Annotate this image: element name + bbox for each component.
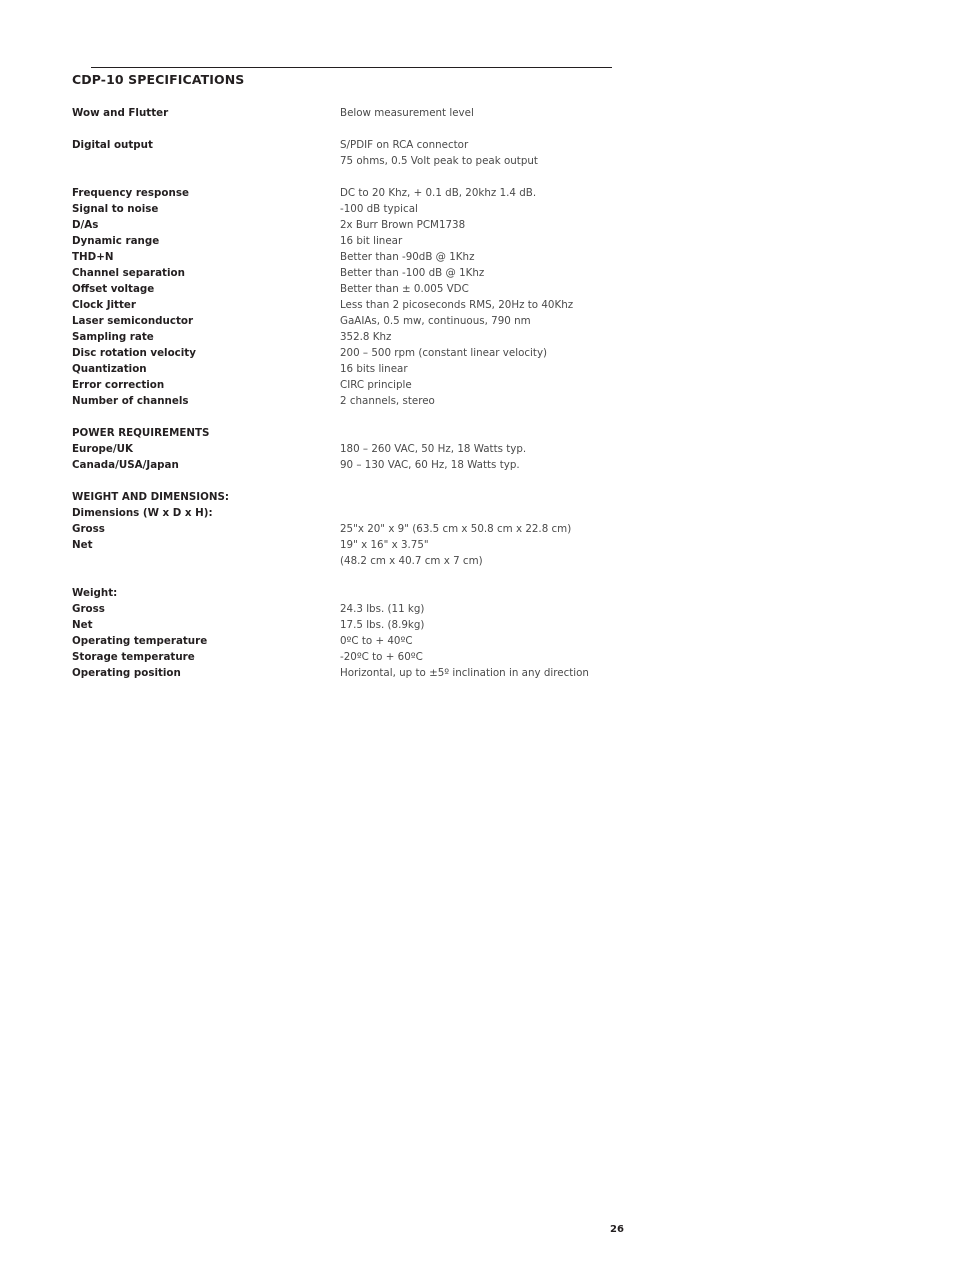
spec-value: -100 dB typical (340, 203, 418, 215)
spec-label: Sampling rate (72, 331, 154, 343)
spec-label: THD+N (72, 251, 114, 263)
spec-value: 180 – 260 VAC, 50 Hz, 18 Watts typ. (340, 443, 527, 455)
spec-row (72, 585, 632, 601)
spec-label: Operating temperature (72, 635, 208, 647)
header-rule (91, 67, 612, 68)
spec-row (72, 169, 632, 185)
spec-row (72, 313, 632, 329)
spec-label: Number of channels (72, 395, 189, 407)
spec-row (72, 233, 632, 249)
page-number: 26 (610, 1224, 624, 1235)
spec-row (72, 105, 632, 121)
spec-label: Gross (72, 523, 105, 535)
spec-row (72, 217, 632, 233)
spec-value: Better than ± 0.005 VDC (340, 283, 469, 295)
spec-row (72, 601, 632, 617)
spec-label: Weight: (72, 587, 118, 599)
spec-label: Wow and Flutter (72, 107, 169, 119)
spec-row (72, 249, 632, 265)
spec-row (72, 649, 632, 665)
spec-label: Canada/USA/Japan (72, 459, 179, 471)
spec-value: 2x Burr Brown PCM1738 (340, 219, 466, 231)
spec-label: Quantization (72, 363, 147, 375)
spec-value: 75 ohms, 0.5 Volt peak to peak output (340, 155, 538, 167)
spec-row (72, 441, 632, 457)
spec-value: 24.3 lbs. (11 kg) (340, 603, 425, 615)
spec-value: 16 bits linear (340, 363, 408, 375)
spec-value: -20ºC to + 60ºC (340, 651, 423, 663)
spec-row (72, 457, 632, 473)
spec-row (72, 185, 632, 201)
spec-label: Net (72, 539, 93, 551)
spec-row (72, 633, 632, 649)
spec-value: 352.8 Khz (340, 331, 392, 343)
spec-label: Signal to noise (72, 203, 159, 215)
spec-value: 19" x 16" x 3.75" (340, 539, 429, 551)
spec-label: Dynamic range (72, 235, 160, 247)
spec-label: Net (72, 619, 93, 631)
spec-label: Digital output (72, 139, 153, 151)
spec-row (72, 297, 632, 313)
spec-value: 200 – 500 rpm (constant linear velocity) (340, 347, 548, 359)
spec-label: Storage temperature (72, 651, 195, 663)
spec-value: Less than 2 picoseconds RMS, 20Hz to 40Khz (340, 299, 574, 311)
spec-list (72, 105, 632, 681)
spec-label: WEIGHT AND DIMENSIONS: (72, 491, 230, 503)
spec-value: (48.2 cm x 40.7 cm x 7 cm) (340, 555, 483, 567)
spec-value: 90 – 130 VAC, 60 Hz, 18 Watts typ. (340, 459, 520, 471)
spec-value: CIRC principle (340, 379, 412, 391)
spec-label: Offset voltage (72, 283, 155, 295)
spec-value: Better than -100 dB @ 1Khz (340, 267, 485, 279)
spec-row (72, 377, 632, 393)
spec-row (72, 153, 632, 169)
spec-row (72, 617, 632, 633)
spec-row (72, 121, 632, 137)
spec-row (72, 409, 632, 425)
spec-value: 16 bit linear (340, 235, 403, 247)
spec-row (72, 521, 632, 537)
spec-value: GaAIAs, 0.5 mw, continuous, 790 nm (340, 315, 531, 327)
spec-row (72, 425, 632, 441)
spec-label: Gross (72, 603, 105, 615)
spec-row (72, 265, 632, 281)
spec-label: Operating position (72, 667, 181, 679)
spec-row (72, 361, 632, 377)
spec-row (72, 345, 632, 361)
spec-value: DC to 20 Khz, + 0.1 dB, 20khz 1.4 dB. (340, 187, 537, 199)
spec-label: Channel separation (72, 267, 185, 279)
spec-label: Europe/UK (72, 443, 133, 455)
spec-value: S/PDIF on RCA connector (340, 139, 469, 151)
spec-label: POWER REQUIREMENTS (72, 427, 210, 439)
spec-row (72, 281, 632, 297)
spec-row (72, 201, 632, 217)
spec-label: D/As (72, 219, 99, 231)
spec-row (72, 393, 632, 409)
spec-value: 0ºC to + 40ºC (340, 635, 413, 647)
spec-row (72, 569, 632, 585)
spec-value: Below measurement level (340, 107, 474, 119)
spec-row (72, 537, 632, 553)
spec-row (72, 329, 632, 345)
spec-label: Frequency response (72, 187, 189, 199)
spec-row (72, 489, 632, 505)
spec-label: Clock Jitter (72, 299, 136, 311)
page-title: CDP-10 SPECIFICATIONS (72, 72, 245, 87)
spec-value: 25"x 20" x 9" (63.5 cm x 50.8 cm x 22.8 cm) (340, 523, 572, 535)
spec-row (72, 553, 632, 569)
spec-row (72, 665, 632, 681)
spec-label: Disc rotation velocity (72, 347, 196, 359)
spec-value: Better than -90dB @ 1Khz (340, 251, 475, 263)
spec-row (72, 505, 632, 521)
spec-row (72, 137, 632, 153)
spec-value: Horizontal, up to ±5º inclination in any direction (340, 667, 589, 679)
spec-row (72, 473, 632, 489)
spec-value: 2 channels, stereo (340, 395, 435, 407)
spec-label: Dimensions (W x D x H): (72, 507, 213, 519)
spec-label: Laser semiconductor (72, 315, 194, 327)
spec-label: Error correction (72, 379, 165, 391)
spec-value: 17.5 lbs. (8.9kg) (340, 619, 425, 631)
